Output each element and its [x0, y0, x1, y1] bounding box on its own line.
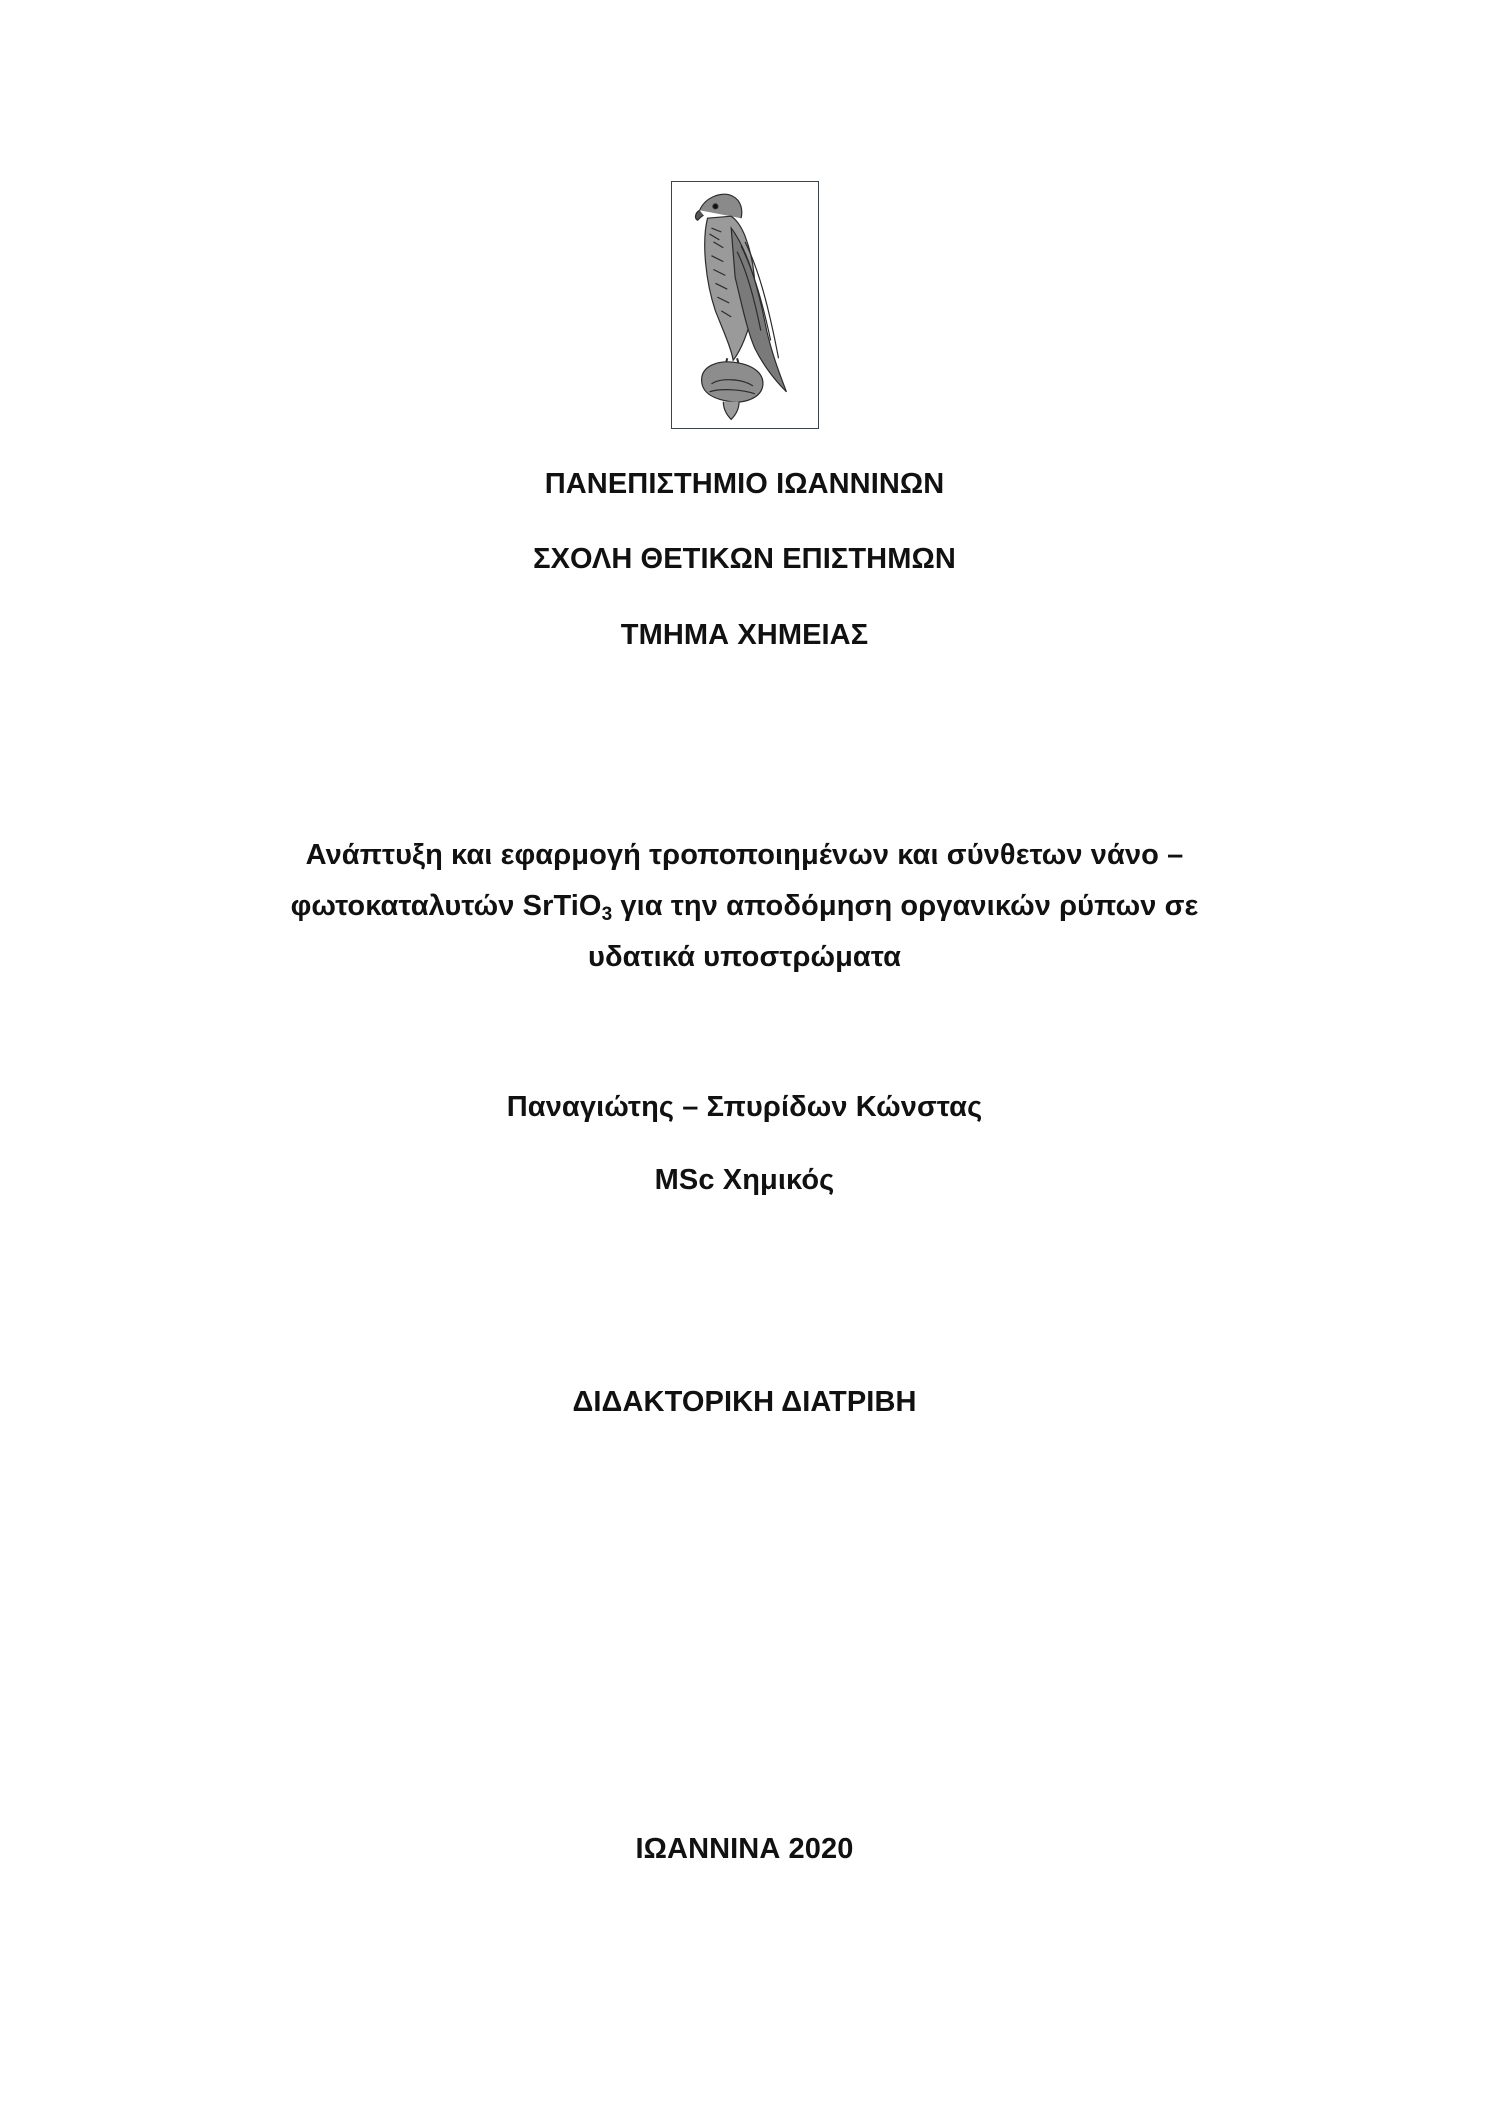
school-name: ΣΧΟΛΗ ΘΕΤΙΚΩΝ ΕΠΙΣΤΗΜΩΝ	[533, 543, 956, 575]
thesis-title-line-3: υδατικά υποστρώματα	[587, 941, 902, 973]
author-degree: MSc Χημικός	[654, 1164, 835, 1196]
thesis-title-line-2	[0, 888, 1489, 924]
eagle-emblem-icon	[672, 182, 818, 428]
document-type: ΔΙΔΑΚΤΟΡΙΚΗ ΔΙΑΤΡΙΒΗ	[572, 1386, 917, 1418]
thesis-title-subscript: 3	[601, 904, 613, 925]
author-name: Παναγιώτης – Σπυρίδων Κώνστας	[506, 1091, 983, 1123]
university-logo	[671, 181, 819, 429]
thesis-title-line-2-end: για την αποδόμηση οργανικών ρύπων σε	[612, 890, 1199, 922]
thesis-title-line-2-start: φωτοκαταλυτών SrTiO	[290, 890, 602, 922]
place-and-year: ΙΩΑΝΝΙΝΑ 2020	[635, 1833, 854, 1865]
department-name: ΤΜΗΜΑ ΧΗΜΕΙΑΣ	[620, 619, 869, 651]
university-name: ΠΑΝΕΠΙΣΤΗΜΙΟ ΙΩΑΝΝΙΝΩΝ	[544, 468, 945, 500]
thesis-title-line-1: Ανάπτυξη και εφαρμογή τροποποιημένων και σύνθετων νάνο –	[305, 839, 1184, 871]
